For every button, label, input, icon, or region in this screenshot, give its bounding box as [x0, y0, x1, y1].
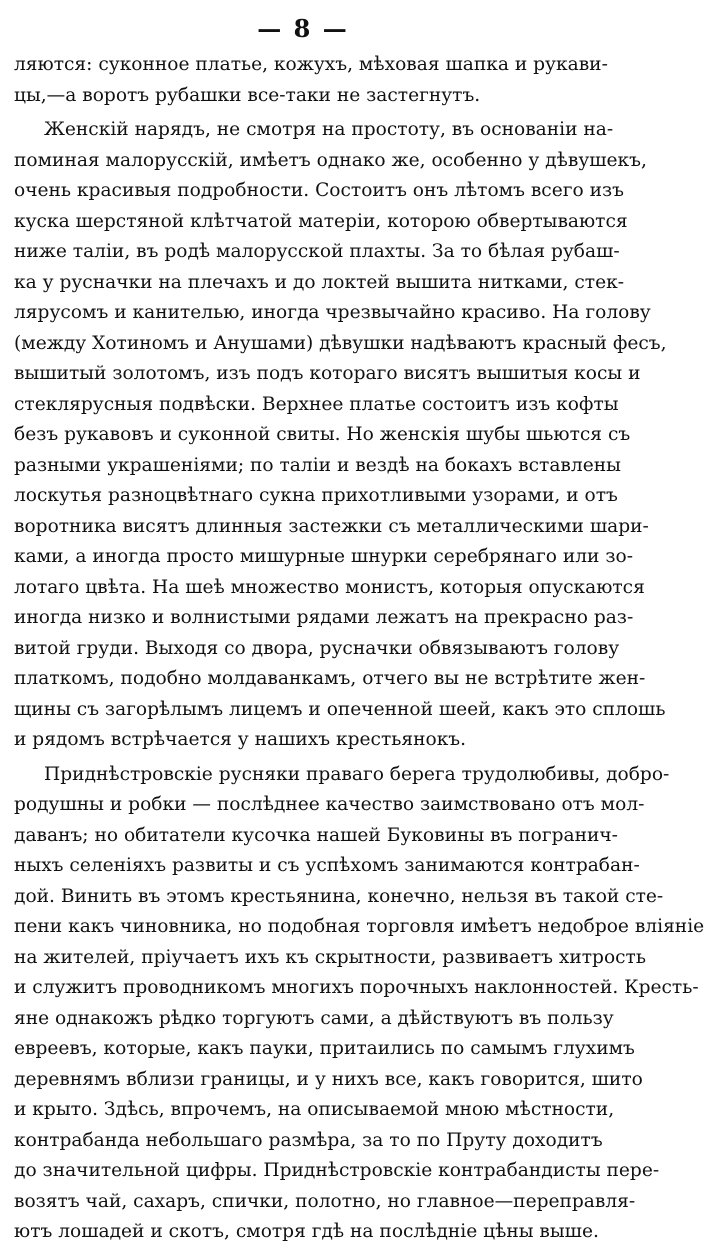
- text-line: и рядомъ встрѣчается у нашихъ крестьянокъ.: [14, 729, 467, 750]
- text-line: ляруcомъ и канителью, иногда чрезвычайно красиво. На голову: [14, 302, 651, 323]
- text-line: пени какъ чиновника, но подобная торговля имѣетъ недоброе вліяніе: [14, 916, 704, 937]
- text-line: иногда низко и волнистыми рядами лежатъ на прекрасно раз-: [14, 607, 634, 628]
- text-line: лотаго цвѣта. На шеѣ множество монистъ, которыя опускаются: [14, 576, 645, 598]
- text-line: ниже таліи, въ родѣ малорусской плахты. За то бѣлая рубаш-: [14, 241, 620, 262]
- text-line: ютъ лошадей и скотъ, смотря гдѣ на послѣдніе цѣны выше.: [14, 1221, 599, 1242]
- paragraph-2: [14, 115, 667, 756]
- text-line: возятъ чай, сахаръ, спички, полотно, но главное—переправля-: [14, 1190, 636, 1212]
- text-line: цы,—а воротъ рубашки все-таки не застегнутъ.: [14, 84, 481, 106]
- text-line: вышитый золотомъ, изъ подъ котораго висятъ вышитыя косы и: [14, 363, 641, 384]
- paragraph-1: [14, 50, 608, 111]
- text-line: и служитъ проводникомъ многихъ порочныхъ наклонностей. Кресть-: [14, 977, 699, 998]
- page-number: — 8 —: [257, 14, 349, 43]
- text-line: безъ рукавовъ и суконной свиты. Но женскія шубы шьются съ: [14, 424, 631, 445]
- text-line: яне однакожъ рѣдко торгуютъ сами, а дѣйствуютъ въ пользу: [14, 1007, 614, 1029]
- text-line: разными украшеніями; по таліи и вездѣ на бокахъ вставлены: [14, 454, 621, 476]
- text-line: куска шерстяной клѣтчатой матеріи, которою обвертываются: [14, 210, 628, 232]
- text-line: лоскутья разноцвѣтнаго сукна прихотливыми узорами, и отъ: [14, 485, 618, 506]
- text-line: ляются: суконное платье, кожухъ, мѣховая шапка и рукави-: [14, 54, 608, 75]
- text-line: стеклярусныя подвѣски. Верхнее платье состоитъ изъ кофты: [14, 393, 619, 415]
- text-line: Женскій нарядъ, не смотря на простоту, въ основаніи на-: [44, 119, 614, 140]
- text-line: и крыто. Здѣсь, впрочемъ, на описываемой мною мѣстности,: [14, 1099, 615, 1120]
- text-line: воротника висятъ длинныя застежки съ металлическими шари-: [14, 515, 649, 537]
- text-line: (между Хотиномъ и Анушами) дѣвушки надѣваютъ красный фесъ,: [14, 332, 667, 354]
- text-line: родушны и робки — послѣднее качество заимствовано отъ мол-: [14, 794, 645, 815]
- text-line: ныхъ селеніяхъ развиты и съ успѣхомъ занимаются контрабан-: [14, 855, 640, 876]
- text-line: дой. Винить въ этомъ крестьянина, конечно, нельзя въ такой сте-: [14, 885, 664, 907]
- text-line: поминая малорусскій, имѣетъ однако же, особенно у дѣвушекъ,: [14, 149, 647, 171]
- text-line: на жителей, пріучаетъ ихъ къ скрытности, развиваетъ хитрость: [14, 946, 646, 968]
- text-line: деревнямъ вблизи границы, и у нихъ все, какъ говорится, шито: [14, 1068, 643, 1090]
- text-line: ками, а иногда просто мишурные шнурки серебрянаго или зо-: [14, 546, 633, 567]
- paragraph-3: [14, 760, 704, 1248]
- text-line: очень красивыя подробности. Состоитъ онъ лѣтомъ всего изъ: [14, 180, 624, 201]
- text-line: витой груди. Выходя со двора, русначки обвязываютъ голову: [14, 637, 620, 659]
- text-line: ка у русначки на плечахъ и до локтей вышита нитками, стек-: [14, 271, 624, 293]
- text-line: даванъ; но обитатели кусочка нашей Буковины въ погранич-: [14, 824, 618, 846]
- text-line: платкомъ, подобно молдаванкамъ, отчего вы не встрѣтите жен-: [14, 668, 646, 689]
- text-line: контрабанда небольшаго размѣра, за то по Пруту доходитъ: [14, 1129, 603, 1151]
- text-line: до значительной цифры. Приднѣстровскіе контрабандисты пере-: [14, 1160, 660, 1181]
- text-line: Приднѣстровскіе русняки праваго берега трудолюбивы, добро-: [44, 763, 670, 785]
- text-line: щины съ загорѣлымъ лицемъ и опеченной шеей, какъ это сплошь: [14, 698, 666, 720]
- text-line: евреевъ, которые, какъ пауки, притаились по самымъ глухимъ: [14, 1038, 635, 1059]
